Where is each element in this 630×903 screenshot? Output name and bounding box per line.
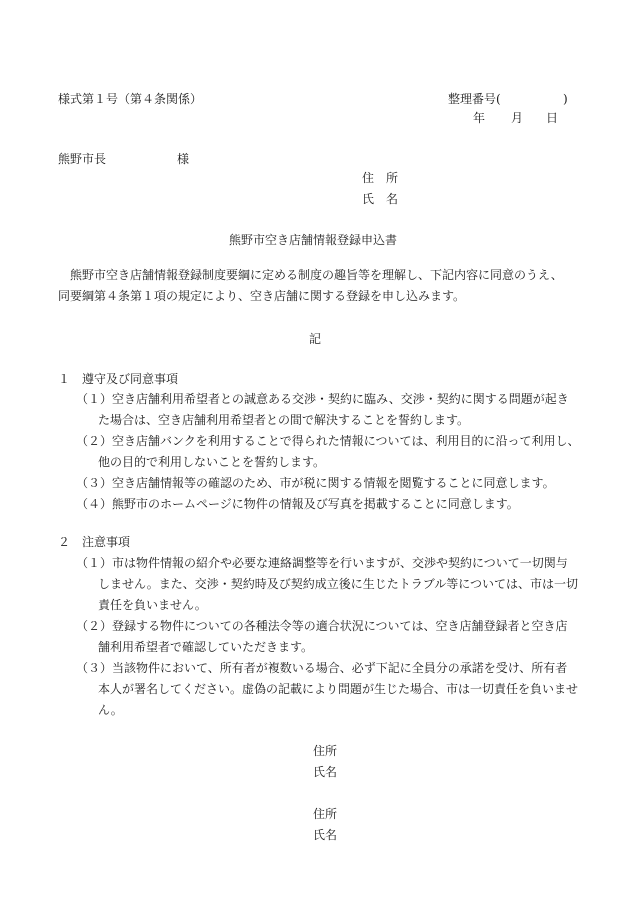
section2-item3-line3: ん。 (98, 703, 123, 717)
ki-marker: 記 (309, 332, 322, 346)
document-title: 熊野市空き店舗情報登録申込書 (229, 233, 398, 247)
reference-number-close: ) (563, 92, 568, 106)
applicant-address-label: 住 所 (362, 171, 399, 185)
section1-item4-line1: （４）熊野市のホームページに物件の情報及び写真を掲載することに同意します。 (76, 497, 519, 511)
addressee-title: 熊野市長 (58, 152, 107, 166)
section1-item2-line2: 他の目的で利用しないことを誓約します。 (98, 455, 326, 469)
addressee-honorific: 様 (177, 152, 190, 166)
date-month: 月 (511, 111, 524, 125)
date-year: 年 (473, 111, 486, 125)
section2-item2-line2: 舗利用希望者で確認していただきます。 (98, 640, 314, 654)
signature2-name-label: 氏名 (313, 828, 338, 842)
section2-item1-line1: （１）市は物件情報の紹介や必要な連絡調整等を行いますが、交渉や契約について一切関与 (76, 556, 568, 570)
section2-item3-line1: （３）当該物件において、所有者が複数いる場合、必ず下記に全員分の承諾を受け、所有者 (76, 661, 568, 675)
signature2-address-label: 住所 (313, 807, 338, 821)
section1-heading: 遵守及び同意事項 (82, 372, 179, 386)
section1-item1-line2: た場合は、空き店舗利用希望者との間で解決することを誓約します。 (98, 413, 470, 427)
section1-number: １ (58, 372, 71, 386)
section1-item3-line1: （３）空き店舗情報等の確認のため、市が税に関する情報を閲覧することに同意します。 (76, 476, 555, 490)
section2-number: ２ (58, 535, 71, 549)
section2-item3-line2: 本人が署名してください。虚偽の記載により問題が生じた場合、市は一切責任を負いませ (98, 682, 579, 696)
applicant-name-label: 氏 名 (362, 192, 399, 206)
section2-item2-line1: （２）登録する物件についての各種法令等の適合状況については、空き店舗登録者と空き店 (76, 619, 568, 633)
intro-line-2: 同要綱第４条第１項の規定により、空き店舗に関する登録を申し込みます。 (58, 289, 466, 303)
section1-item2-line1: （２）空き店舗バンクを利用することで得られた情報については、利用目的に沿って利用し、 (76, 434, 580, 448)
section1-item1-line1: （１）空き店舗利用希望者との誠意ある交渉・契約に臨み、交渉・契約に関する問題が起き (76, 392, 569, 406)
section2-item1-line3: 責任を負いません。 (98, 598, 207, 612)
intro-line-1: 熊野市空き店舗情報登録制度要綱に定める制度の趣旨等を理解し、下記内容に同意のうえ、 (70, 268, 563, 282)
date-day: 日 (546, 111, 559, 125)
signature1-address-label: 住所 (313, 744, 338, 758)
signature1-name-label: 氏名 (313, 765, 338, 779)
reference-number-label: 整理番号( (448, 92, 501, 106)
section2-heading: 注意事項 (82, 535, 131, 549)
section2-item1-line2: しません。また、交渉・契約時及び契約成立後に生じたトラブル等については、市は一切 (98, 577, 579, 591)
form-number: 様式第１号（第４条関係） (58, 92, 203, 106)
